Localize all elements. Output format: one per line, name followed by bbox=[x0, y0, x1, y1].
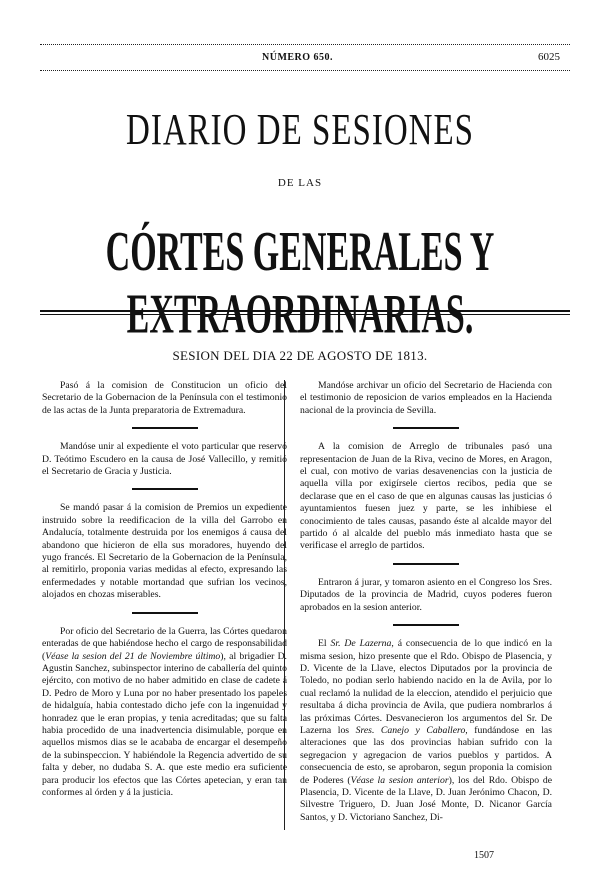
paragraph-text: Por oficio del Secretario de la Guerra, las Córtes quedaron enteradas de que habiéndose hecho el cargo de responsabilidad ( bbox=[42, 625, 287, 662]
speaker-italic: Sr. De Lazerna bbox=[330, 638, 392, 650]
left-paragraph-3: Se mandó pasar á la comision de Premios un expediente instruido sobre la reedificacion de la villa del Garrobo en Andalucía, totalmente destruida por los enemigos á causa del abandono que hicieron de ella sus moradores, huyendo del yugo francés. El Secretario de la Gobernacion de la Península, al remitirlo, proponia varias medidas al efecto, expresando las enfermedades y notable mortandad que sufrian los vecinos, alojados en chozas miserables. bbox=[42, 502, 287, 601]
journal-body-title: CÓRTES GENERALES Y EXTRAORDINARIAS. bbox=[105, 222, 495, 346]
speakers-italic: Sres. Canejo y Caballero bbox=[355, 724, 466, 736]
title-double-rule bbox=[40, 310, 570, 315]
right-paragraph-1: Mandóse archivar un oficio del Secretario de Hacienda con el testimonio de reposicion de varios empleados en la Hacienda nacional de la provincia de Sevilla. bbox=[300, 380, 552, 416]
separator-rule bbox=[393, 563, 459, 565]
right-paragraph-4 bbox=[300, 638, 552, 824]
paragraph-text: El bbox=[318, 638, 331, 650]
separator-rule bbox=[393, 624, 459, 626]
right-paragraph-2: A la comision de Arreglo de tribunales pasó una representacion de Juan de la Riva, vecino de Mores, en Aragon, el cual, con motivo de varias desavenencias con la justicia de aquella villa por exigírsele ciertos recibos, pedia que se declarase que en el caso de que en algunas causas las justicias ó ayuntamientos fuesen juez y parte, se les inhibiese el conocimiento de tales causas, pasando éste al alcalde mayor del partido ó al alcalde del pueblo más inmediato hasta que se verificase el arreglo de partidos. bbox=[300, 441, 552, 552]
paragraph-text: , fundándose en las alteraciones que las dos provincias habian sufrido con la segregacion y agregacion de varios pueblos y partidos. A consecuencia de esto, se aprobaron, segun proponia la comision de Poderes ( bbox=[300, 724, 552, 786]
journal-subtitle: DE LAS bbox=[277, 177, 323, 189]
separator-rule bbox=[132, 612, 198, 614]
page-number: 6025 bbox=[538, 51, 560, 63]
right-paragraph-3: Entraron á jurar, y tomaron asiento en el Congreso los Sres. Diputados de la provincia de Madrid, cuyos poderes fueron aprobados en la sesion anterior. bbox=[300, 576, 552, 613]
separator-rule bbox=[393, 427, 459, 429]
left-paragraph-4 bbox=[42, 626, 287, 800]
top-dotted-rule bbox=[40, 44, 570, 45]
reference-italic: Véase la sesion del 21 de Noviembre último bbox=[45, 650, 221, 662]
paragraph-text: ), al brigadier D. Agustin Sanchez, subinspector interino de caballería del quinto ejército, con motivo de no haber admitido en clase de cadete á D. Pedro de Moro y Luna por no haber presentado los papeles de hidalguía, habia contestado dicho jefe con la ingenuidad y honradez que le eran propias, y tenia acreditadas; que su falta habia procedido de una inadvertencia disimulable, porque en aquellos mismos dias se le acababa de encargar el desempeño de la subinspeccion. Y habiéndole la Regencia advertido de su falta y deber, no dudaba S. A. que este medio era suficiente para producir los efectos que las Córtes apetecian, y eran tan conformes al órden y á la justicia. bbox=[42, 650, 287, 798]
issue-number: NÚMERO 650. bbox=[262, 52, 334, 63]
separator-rule bbox=[132, 427, 198, 429]
left-paragraph-1: Pasó á la comision de Constitucion un oficio del Secretario de la Gobernacion de la Península con el testimonio de las actas de la Junta preparatoria de Extremadura. bbox=[42, 380, 287, 416]
session-heading: SESION DEL DIA 22 DE AGOSTO DE 1813. bbox=[172, 348, 428, 363]
paragraph-text: , á consecuencia de lo que indicó en la misma sesion, hizo presente que el Rdo. Obispo de Plasencia, y D. Vicente de la Llave, electos Diputados por la provincia de Toledo, no podian serlo habiendo nacido en la de Avila, por lo cual reclamó la nulidad de la eleccion, atendido el perjuicio que resultaba á dicha provincia de Avila, que pudiera nombrarlos á las próximas Córtes. Desvanecieron los argumentos del Sr. De Lazerna los bbox=[300, 638, 553, 736]
right-column bbox=[300, 380, 552, 824]
separator-rule bbox=[132, 488, 198, 490]
journal-title: DIARIO DE SESIONES bbox=[126, 106, 474, 155]
reference-italic: Véase la sesion anterior bbox=[350, 774, 449, 786]
folio-number: 1507 bbox=[474, 850, 494, 861]
left-column bbox=[42, 380, 287, 799]
left-paragraph-2: Mandóse unir al expediente el voto particular que reservó D. Teótimo Escudero en la causa de José Vallecillo, y remitió el Secretario de Gracia y Justicia. bbox=[42, 441, 287, 478]
header-dotted-rule bbox=[40, 70, 570, 71]
paragraph-text: ), los del Rdo. Obispo de Plasencia, D. Vicente de la Llave, D. Juan Jerónimo Chacon, D. Silvestre Triguero, D. Juan José Monte, D. Nicanor García Santos, y D. Victoriano Sanchez, Di- bbox=[300, 774, 552, 823]
